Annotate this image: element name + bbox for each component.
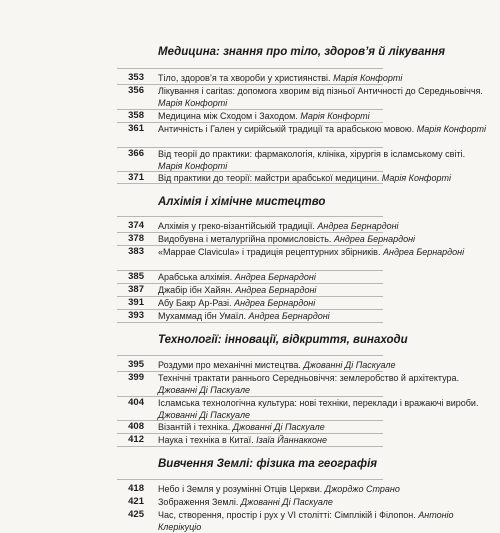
entry-title: Мухаммад ібн Умаїл. — [158, 311, 247, 321]
entry-author: Джованні Ді Паскуале — [158, 410, 251, 420]
section-title: Алхімія і хімічне мистецтво — [158, 196, 326, 208]
entry-author: Андреа Бернардоні — [234, 298, 316, 308]
entry-title: Медицина між Сходом і Заходом. — [158, 111, 298, 121]
entry-title: Технічні трактати раннього Середньовіччя: землеробство й архітектура. — [158, 373, 460, 383]
entry-text — [158, 148, 490, 172]
entry-text — [158, 397, 490, 421]
section-title: Технології: інновації, відкриття, винаходи — [158, 334, 408, 346]
entry-title: Роздуми про механічні мистецтва. — [158, 360, 301, 370]
entry-author: Джорджо Страно — [324, 484, 400, 494]
entry-title: Зображення Землі. — [158, 497, 239, 507]
entry-text — [158, 123, 490, 135]
entry-text — [158, 359, 490, 371]
page-number: 418 — [128, 483, 144, 494]
entry-text — [158, 110, 490, 122]
page-number: 366 — [128, 148, 144, 159]
entry-author: Андреа Бернардоні — [248, 311, 330, 321]
entry-text — [158, 434, 490, 446]
page-number: 371 — [128, 172, 144, 183]
entry-title: Наука і техніка в Китаї. — [158, 435, 254, 445]
entry-text — [158, 233, 490, 245]
section-title: Медицина: знання про тіло, здоров’я й лікування — [158, 46, 446, 58]
entry-title: Видобувна і металургійна промисловість. — [158, 234, 332, 244]
entry-text — [158, 496, 490, 508]
divider — [117, 479, 383, 480]
entry-text — [158, 220, 490, 232]
entry-title: Візантій і техніка. — [158, 422, 231, 432]
page-number: 399 — [128, 372, 144, 383]
entry-author: Марія Конфорті — [333, 73, 403, 83]
entry-author: Джованні Ді Паскуале — [303, 360, 396, 370]
entry-text — [158, 509, 490, 533]
divider — [117, 322, 383, 323]
entry-text — [158, 421, 490, 433]
entry-text — [158, 310, 490, 322]
entry-author: Андреа Бернардоні — [235, 285, 317, 295]
entry-text — [158, 372, 490, 396]
section-title: Вивчення Землі: фізика та географія — [158, 458, 378, 470]
page-number: 412 — [128, 434, 144, 445]
entry-title: Час, створення, простір і рух у VI столітті: Сімплікій і Філопон. — [158, 510, 416, 520]
entry-text — [158, 72, 490, 84]
entry-title: Лікування і caritas: допомога хворим від пізньої Античності до Середньовіччя. — [158, 86, 483, 96]
page-number: 393 — [128, 310, 144, 321]
entry-author: Джованні Ді Паскуале — [240, 497, 333, 507]
entry-author: Ізаїа Йаннакконе — [256, 435, 328, 445]
entry-author: Антоніо Клерікуціо — [158, 510, 454, 532]
page-number: 374 — [128, 220, 144, 231]
entry-author: Андреа Бернардоні — [333, 234, 416, 244]
entry-author: Андреа Бернардоні — [234, 272, 316, 282]
entry-title: Тіло, здоров’я та хвороби у християнстві. — [158, 73, 331, 83]
entry-title: Античність і Гален у сирійській традиції та арабською мовою. — [158, 124, 415, 134]
entry-title: Небо і Земля у розумінні Отців Церкви. — [158, 484, 323, 494]
entry-text — [158, 246, 490, 258]
page-number: 361 — [128, 123, 144, 134]
entry-title: Арабська алхімія. — [158, 272, 233, 282]
page-number: 383 — [128, 246, 144, 257]
entry-title: Абу Бакр Ар-Разі. — [158, 298, 232, 308]
entry-title: Джабір ібн Хайян. — [158, 285, 233, 295]
divider — [117, 183, 383, 184]
entry-title: «Mappae Clavicula» і традиція рецептурних збірників. — [158, 247, 381, 257]
page-number: 353 — [128, 72, 144, 83]
page-number: 387 — [128, 284, 144, 295]
entry-text — [158, 271, 490, 283]
entry-author: Марія Конфорті — [158, 98, 228, 108]
page-number: 391 — [128, 297, 144, 308]
page-number: 425 — [128, 509, 144, 520]
entry-author: Марія Конфорті — [158, 161, 228, 171]
entry-title: Алхімія у греко-візантійській традиції. — [158, 221, 315, 231]
entry-text — [158, 483, 490, 495]
entry-author: Марія Конфорті — [381, 173, 452, 183]
entry-text — [158, 284, 490, 296]
divider — [117, 355, 383, 356]
divider — [117, 216, 383, 217]
entry-author: Джованні Ді Паскуале — [232, 422, 325, 432]
entry-author: Андреа Бернардоні — [317, 221, 399, 231]
page-number: 404 — [128, 397, 144, 408]
page-number: 395 — [128, 359, 144, 370]
entry-author: Джованні Ді Паскуале — [158, 385, 251, 395]
entry-text — [158, 85, 490, 109]
page-number: 408 — [128, 421, 144, 432]
page-number: 421 — [128, 496, 144, 507]
entry-author: Марія Конфорті — [300, 111, 370, 121]
page-number: 356 — [128, 85, 144, 96]
divider — [117, 446, 383, 447]
entry-text — [158, 297, 490, 309]
divider — [117, 68, 383, 69]
entry-title: Від теорії до практики: фармакологія, клініка, хірургія в ісламському світі. — [158, 149, 466, 159]
entry-author: Андреа Бернардоні — [382, 247, 465, 257]
page-number: 358 — [128, 110, 144, 121]
entry-author: Марія Конфорті — [416, 124, 487, 134]
page-number: 378 — [128, 233, 144, 244]
page-number: 385 — [128, 271, 144, 282]
entry-title: Від практики до теорії: майстри арабської медицини. — [158, 173, 380, 183]
entry-title: Ісламська технологічна культура: нові техніки, переклади і вражаючі вироби. — [158, 398, 479, 408]
